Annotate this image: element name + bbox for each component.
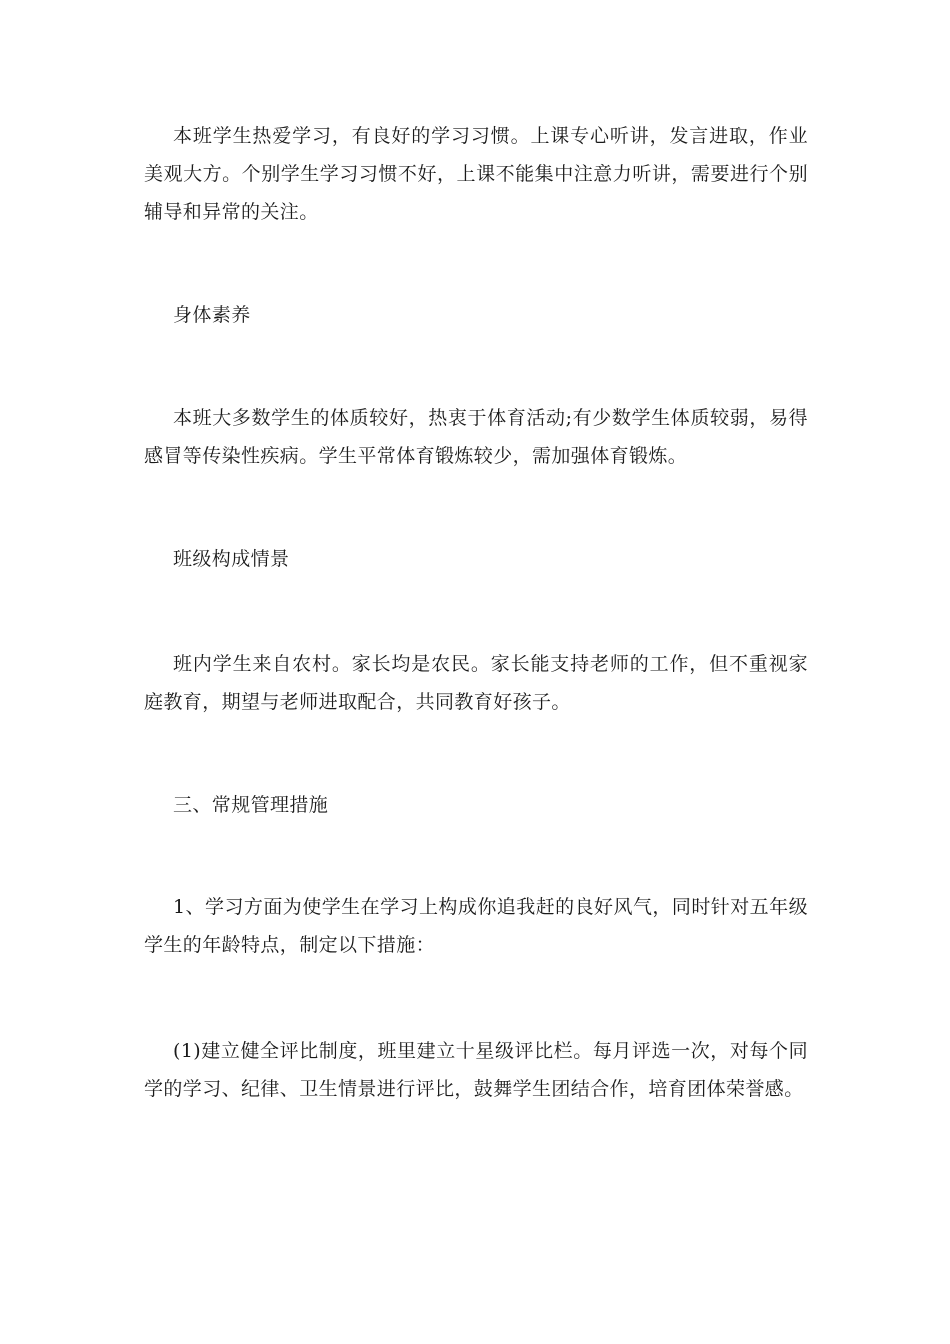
paragraph-class-composition: 班内学生来自农村。家长均是农民。家长能支持老师的工作，但不重视家庭教育，期望与老师进取配合，共同教育好孩子。 [144, 653, 808, 713]
paragraph-physical-quality: 本班大多数学生的体质较好，热衷于体育活动;有少数学生体质较弱，易得感冒等传染性疾病。学生平常体育锻炼较少，需加强体育锻炼。 [144, 407, 808, 467]
heading-physical-quality: 身体素养 [173, 304, 251, 326]
heading-routine-management: 三、常规管理措施 [173, 794, 329, 816]
paragraph-measure-evaluation-system: (1)建立健全评比制度，班里建立十星级评比栏。每月评选一次，对每个同学的学习、纪律、卫生情景进行评比，鼓舞学生团结合作，培育团体荣誉感。 [144, 1040, 808, 1100]
heading-class-composition: 班级构成情景 [173, 548, 290, 570]
paragraph-measure-study: 1、学习方面为使学生在学习上构成你追我赶的良好风气，同时针对五年级学生的年龄特点，制定以下措施： [144, 896, 808, 956]
paragraph-study-habits: 本班学生热爱学习，有良好的学习习惯。上课专心听讲，发言进取，作业美观大方。个别学生学习习惯不好，上课不能集中注意力听讲，需要进行个别辅导和异常的关注。 [144, 125, 808, 223]
